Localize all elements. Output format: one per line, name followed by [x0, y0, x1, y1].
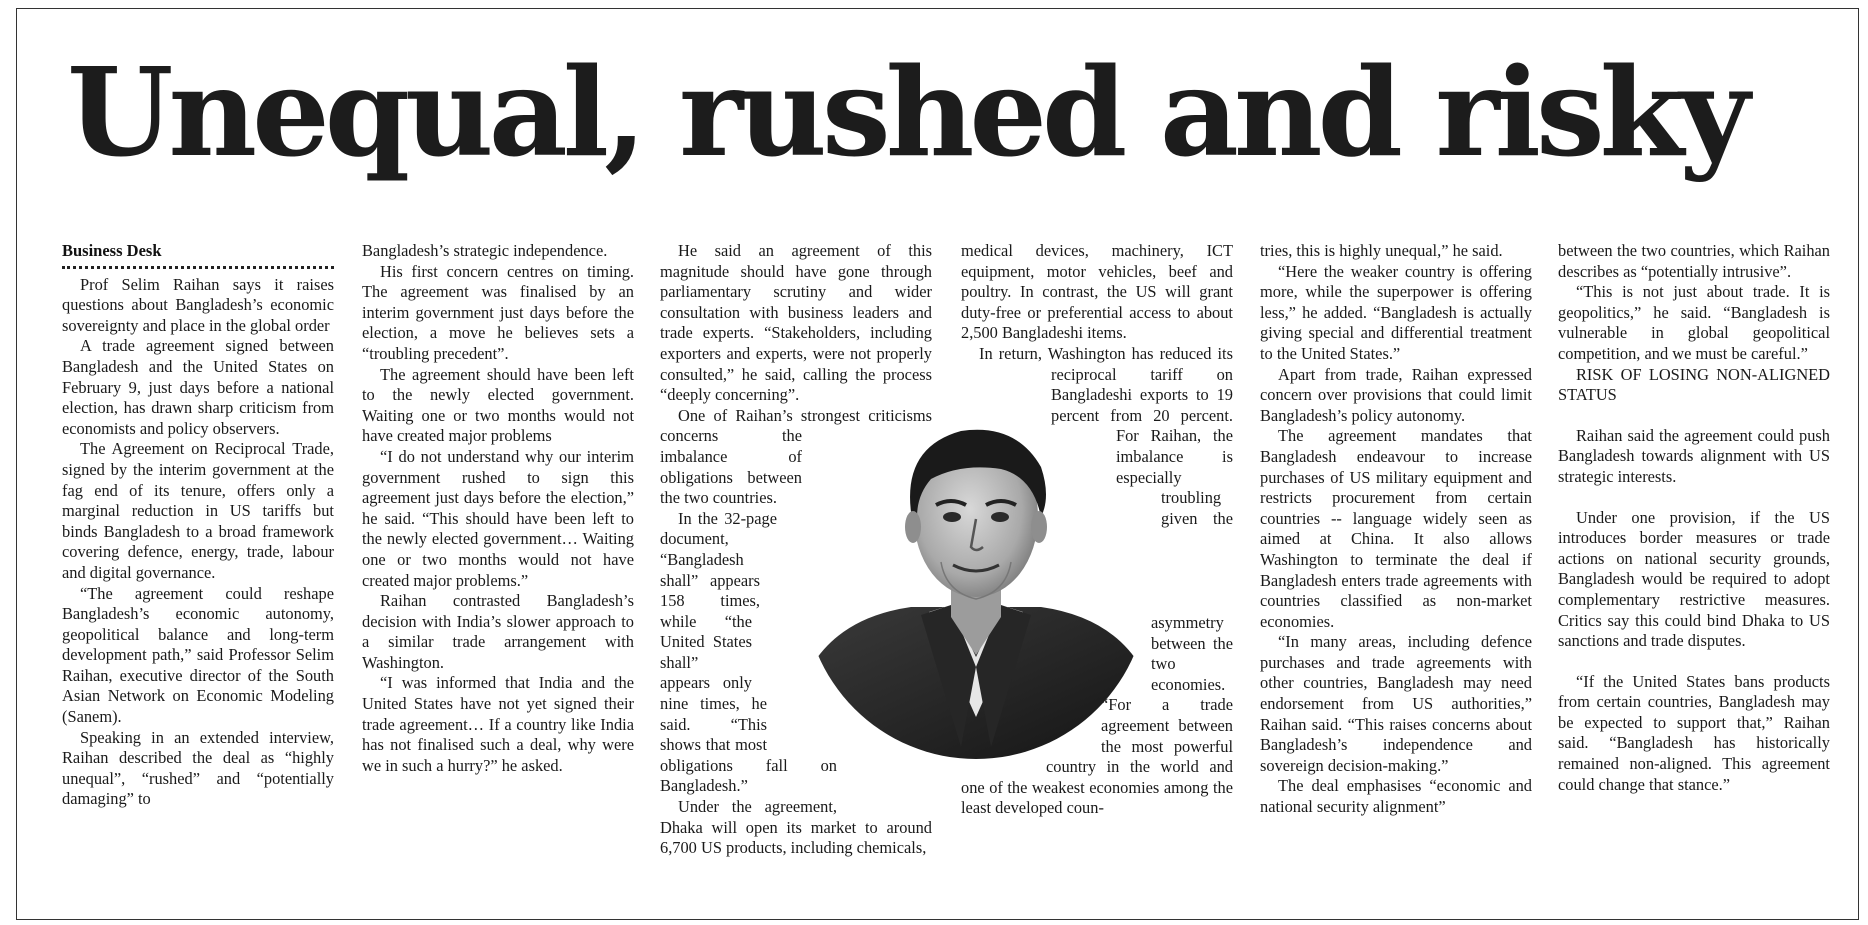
- article-column-5: [1260, 241, 1532, 901]
- headline: Unequal, rushed and risky: [67, 40, 1746, 184]
- article-paragraph: between the two countries, which Raihan describes as “potentially intrusive”.: [1558, 241, 1830, 281]
- article-paragraph: One of Raihan’s strongest criticisms concerns the imbalance of obligations between the two countries.: [660, 405, 932, 508]
- article-paragraph: “I was informed that India and the United States have not yet signed their trade agreement… If a country like India has not finalised such a deal, why were we in such a hurry?” he asked.: [362, 673, 634, 775]
- byline: Business Desk: [62, 241, 334, 269]
- article-paragraph: “I do not understand why our interim government rushed to sign this agreement just days before the election,” he said. “This should have been left to the newly elected government… Waiting one or two months would not have created major problems.”: [362, 446, 634, 590]
- article-paragraph: Apart from trade, Raihan expressed concern over provisions that could limit Bangladesh’s policy autonomy.: [1260, 364, 1532, 425]
- newspaper-page: [16, 8, 1859, 920]
- article-paragraph: A trade agreement signed between Bangladesh and the United States on February 9, just days before a national election, has drawn sharp criticism from economists and policy observers.: [62, 336, 334, 438]
- article-paragraph: “This is not just about trade. It is geopolitics,” he said. “Bangladesh is vulnerable in global geopolitical competition, and we must be careful.”: [1558, 282, 1830, 363]
- article-paragraph: The agreement mandates that Bangladesh endeavour to increase purchases of US military equipment and restricts procurement from certain countries -- language widely seen as aimed at China. It also allows Washington to terminate the deal if Bangladesh enters trade agreements with countries classified as non-market economies.: [1260, 426, 1532, 631]
- article-paragraph: Raihan said the agreement could push Bangladesh towards alignment with US strategic interests.: [1558, 425, 1830, 486]
- article-paragraph: Speaking in an extended interview, Raihan described the deal as “highly unequal”, “rushed” and “potentially damaging” to: [62, 727, 334, 809]
- article-column-1: [62, 241, 334, 901]
- article-paragraph: His first concern centres on timing. The agreement was finalised by an interim government just days before the election, a move he believes sets a “troubling precedent”.: [362, 261, 634, 363]
- article-paragraph: Raihan contrasted Bangladesh’s decision with India’s slower approach to a similar trade arrangement with Washington.: [362, 591, 634, 672]
- article-paragraph: “The agreement could reshape Bangladesh’s economic autonomy, geopolitical balance and long-term development path,” said Professor Selim Raihan, executive director of the South Asian Network on Economic Modeling (Sanem).: [62, 583, 334, 727]
- article-paragraph: Prof Selim Raihan says it raises questions about Bangladesh’s economic sovereignty and place in the global order: [62, 274, 334, 335]
- section-subhead: RISK OF LOSING NON-ALIGNED STATUS: [1558, 364, 1830, 405]
- portrait-illustration: [801, 417, 1151, 762]
- article-paragraph: tries, this is highly unequal,” he said.: [1260, 241, 1503, 260]
- article-paragraph: The deal emphasises “economic and national security alignment”: [1260, 776, 1532, 817]
- article-paragraph: Under one provision, if the US introduces border measures or trade actions on national security grounds, Bangladesh would be required to adopt complementary restrictive measures. Critics say this could bind Dhaka to US sanctions and trade disputes.: [1558, 507, 1830, 651]
- article-column-2: [362, 241, 634, 901]
- article-paragraph: Bangladesh’s strategic independence.: [362, 241, 608, 260]
- article-paragraph: Under the agreement, Dhaka will open its market to around 6,700 US products, including chemicals,: [660, 797, 932, 858]
- article-paragraph: “Here the weaker country is offering more, while the superpower is offering less,” he added. “Bangladesh is actually giving special and differential treatment to the United States.”: [1260, 261, 1532, 363]
- article-column-6: [1558, 241, 1830, 901]
- article-paragraph: The Agreement on Reciprocal Trade, signed by the interim government at the fag end of its tenure, offers only a marginal reduction in US tariffs but binds Bangladesh to a broad framework covering defence, energy, trade, labour and digital governance.: [62, 439, 334, 582]
- article-paragraph: In the 32-page document, “Bangladesh shall” appears 158 times, while “the United States shall” appears only nine times, he said. “This shows that most obligations fall on Bangladesh.”: [660, 508, 837, 796]
- article-paragraph: The agreement should have been left to the newly elected government. Waiting one or two months would not have created major problems: [362, 364, 634, 446]
- article-paragraph: medical devices, machinery, ICT equipment, motor vehicles, beef and poultry. In contrast, the US will grant duty-free or preferential access to about 2,500 Bangladeshi items.: [961, 241, 1233, 343]
- article-paragraph: “In many areas, including defence purchases and trade agreements with other countries, Bangladesh may need endorsement from US authorities,” Raihan said. “This raises concerns about Bangladesh’s independence and sovereign decision-making.”: [1260, 632, 1532, 775]
- article-paragraph: He said an agreement of this magnitude should have gone through parliamentary scrutiny and wider consultation with business leaders and trade experts. “Stakeholders, including exporters and experts, were not properly consulted,” he said, calling the process “deeply concerning”.: [660, 241, 932, 405]
- article-paragraph: “If the United States bans products from certain countries, Bangladesh may be expected to support that,” Raihan said. “Bangladesh has historically remained non-aligned. This agreement could change that stance.”: [1558, 671, 1830, 794]
- article-paragraph: In return, Washington has reduced its reciprocal tariff on Bangladeshi exports to 19 percent from 20 percent. For Raihan, the imbalance is especially troubling given the asymmetry between the two economies. “For a trade agreement between the most powerful country in the world and one of the weakest economies among the least developed coun-: [961, 343, 1233, 818]
